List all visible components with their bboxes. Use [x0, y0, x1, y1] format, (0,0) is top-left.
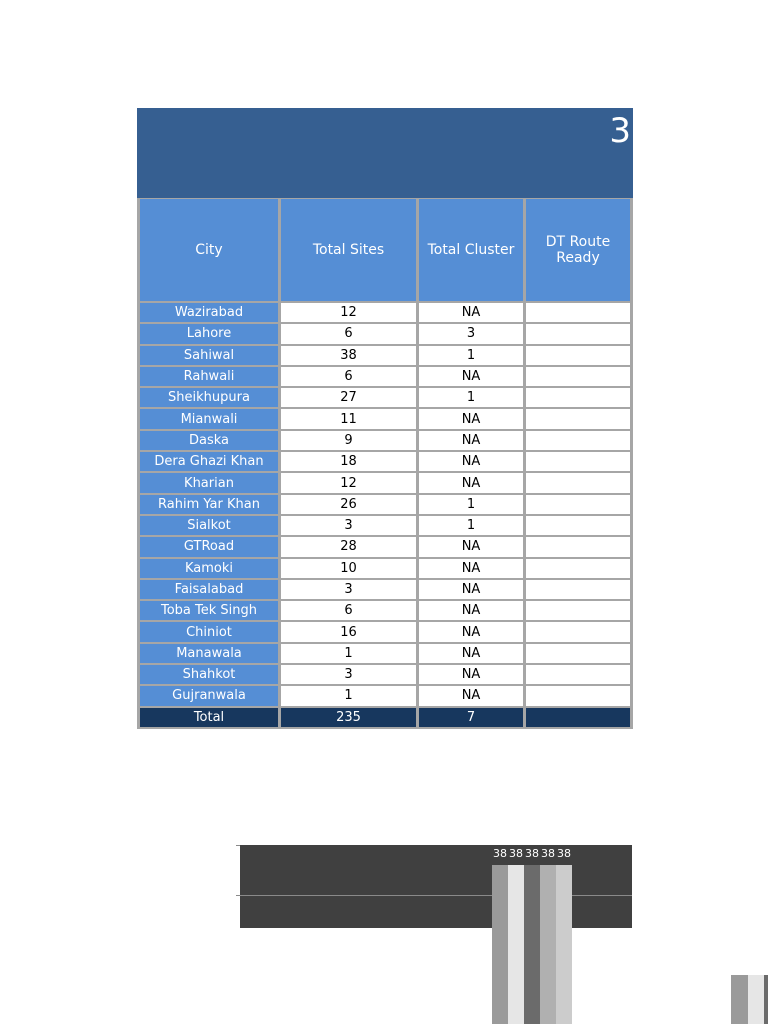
cell-city: Faisalabad	[140, 580, 278, 599]
cell-total-sites: 27	[281, 388, 416, 407]
cell-total-sites: 1	[281, 686, 416, 705]
partial-chart-fragment	[731, 975, 768, 1024]
table-row	[140, 622, 630, 641]
cell-total-sites: 6	[281, 324, 416, 343]
cell-total-cluster: 1	[419, 346, 523, 365]
header-total-sites: Total Sites	[281, 199, 416, 301]
cell-city: Toba Tek Singh	[140, 601, 278, 620]
cell-total-cluster: NA	[419, 537, 523, 556]
table-row	[140, 516, 630, 535]
cell-total-sites: 28	[281, 537, 416, 556]
cell-total-sites: 38	[281, 346, 416, 365]
table-row	[140, 346, 630, 365]
header-city: City	[140, 199, 278, 301]
table-row	[140, 409, 630, 428]
table-row	[140, 473, 630, 492]
cell-total-sites: 3	[281, 516, 416, 535]
total-sites: 235	[281, 708, 416, 727]
chart-bar	[556, 865, 572, 1024]
table-header-row	[140, 199, 630, 301]
banner-value: 3	[609, 111, 631, 151]
cluster-table	[137, 197, 633, 729]
table-row	[140, 388, 630, 407]
chart-bar	[492, 865, 508, 1024]
cell-city: Chiniot	[140, 622, 278, 641]
cell-dt-route-ready	[526, 665, 630, 684]
cell-city: GTRoad	[140, 537, 278, 556]
cell-dt-route-ready	[526, 409, 630, 428]
cell-total-cluster: NA	[419, 303, 523, 322]
cell-total-cluster: NA	[419, 665, 523, 684]
cell-city: Shahkot	[140, 665, 278, 684]
cell-city: Sahiwal	[140, 346, 278, 365]
chart-data-label: 38	[557, 847, 571, 860]
cell-total-sites: 6	[281, 601, 416, 620]
table-row	[140, 452, 630, 471]
cell-total-cluster: NA	[419, 409, 523, 428]
header-total-cluster: Total Cluster	[419, 199, 523, 301]
cell-total-cluster: 3	[419, 324, 523, 343]
cell-total-sites: 10	[281, 559, 416, 578]
cell-dt-route-ready	[526, 452, 630, 471]
cell-total-cluster: NA	[419, 367, 523, 386]
cell-dt-route-ready	[526, 495, 630, 514]
total-label: Total	[140, 708, 278, 727]
cell-city: Kamoki	[140, 559, 278, 578]
cell-city: Rahwali	[140, 367, 278, 386]
cell-total-sites: 9	[281, 431, 416, 450]
chart-data-label: 38	[509, 847, 523, 860]
cell-dt-route-ready	[526, 473, 630, 492]
cell-total-sites: 16	[281, 622, 416, 641]
cell-total-sites: 26	[281, 495, 416, 514]
cell-dt-route-ready	[526, 431, 630, 450]
cell-dt-route-ready	[526, 622, 630, 641]
table-row	[140, 559, 630, 578]
cell-total-sites: 12	[281, 303, 416, 322]
cell-dt-route-ready	[526, 346, 630, 365]
table-row	[140, 537, 630, 556]
cell-city: Dera Ghazi Khan	[140, 452, 278, 471]
cell-total-cluster: NA	[419, 559, 523, 578]
chart-bar	[508, 865, 524, 1024]
chart-data-label: 38	[525, 847, 539, 860]
cell-total-sites: 11	[281, 409, 416, 428]
chart-plot-area	[240, 845, 632, 928]
table-row	[140, 644, 630, 663]
total-dt-route-ready	[526, 708, 630, 727]
cell-city: Daska	[140, 431, 278, 450]
cell-city: Gujranwala	[140, 686, 278, 705]
cell-city: Manawala	[140, 644, 278, 663]
cell-city: Sialkot	[140, 516, 278, 535]
cell-city: Sheikhupura	[140, 388, 278, 407]
cell-total-cluster: NA	[419, 580, 523, 599]
chart-data-label: 38	[493, 847, 507, 860]
table-row	[140, 495, 630, 514]
cell-total-sites: 12	[281, 473, 416, 492]
cell-dt-route-ready	[526, 686, 630, 705]
cell-total-cluster: 1	[419, 495, 523, 514]
chart-bar	[540, 865, 556, 1024]
table-row	[140, 580, 630, 599]
cell-city: Kharian	[140, 473, 278, 492]
cell-total-cluster: NA	[419, 473, 523, 492]
sheet-banner	[137, 108, 633, 198]
cell-dt-route-ready	[526, 516, 630, 535]
table-row	[140, 665, 630, 684]
header-dt-route-ready: DT Route Ready	[526, 199, 630, 301]
cell-total-cluster: NA	[419, 686, 523, 705]
cell-dt-route-ready	[526, 559, 630, 578]
chart-data-label: 38	[541, 847, 555, 860]
cell-dt-route-ready	[526, 537, 630, 556]
cell-city: Rahim Yar Khan	[140, 495, 278, 514]
cell-total-cluster: NA	[419, 601, 523, 620]
cell-total-cluster: 1	[419, 516, 523, 535]
cell-city: Mianwali	[140, 409, 278, 428]
cell-city: Lahore	[140, 324, 278, 343]
cell-total-sites: 6	[281, 367, 416, 386]
cell-total-cluster: NA	[419, 622, 523, 641]
axis-tick	[236, 845, 240, 846]
table-total-row	[140, 708, 630, 727]
cell-total-cluster: NA	[419, 644, 523, 663]
cell-total-sites: 3	[281, 580, 416, 599]
cell-dt-route-ready	[526, 580, 630, 599]
cell-total-cluster: 1	[419, 388, 523, 407]
table-row	[140, 601, 630, 620]
cell-city: Wazirabad	[140, 303, 278, 322]
cell-dt-route-ready	[526, 601, 630, 620]
table-row	[140, 686, 630, 705]
cell-dt-route-ready	[526, 388, 630, 407]
cell-total-cluster: NA	[419, 452, 523, 471]
chart-bar	[524, 865, 540, 1024]
cell-total-sites: 1	[281, 644, 416, 663]
cluster-summary-sheet	[137, 108, 633, 729]
cell-total-sites: 3	[281, 665, 416, 684]
cell-dt-route-ready	[526, 303, 630, 322]
table-row	[140, 303, 630, 322]
total-cluster: 7	[419, 708, 523, 727]
table-row	[140, 367, 630, 386]
table-row	[140, 324, 630, 343]
table-row	[140, 431, 630, 450]
cell-total-cluster: NA	[419, 431, 523, 450]
cell-dt-route-ready	[526, 367, 630, 386]
cell-dt-route-ready	[526, 644, 630, 663]
gridline	[236, 895, 632, 896]
cell-dt-route-ready	[526, 324, 630, 343]
cell-total-sites: 18	[281, 452, 416, 471]
